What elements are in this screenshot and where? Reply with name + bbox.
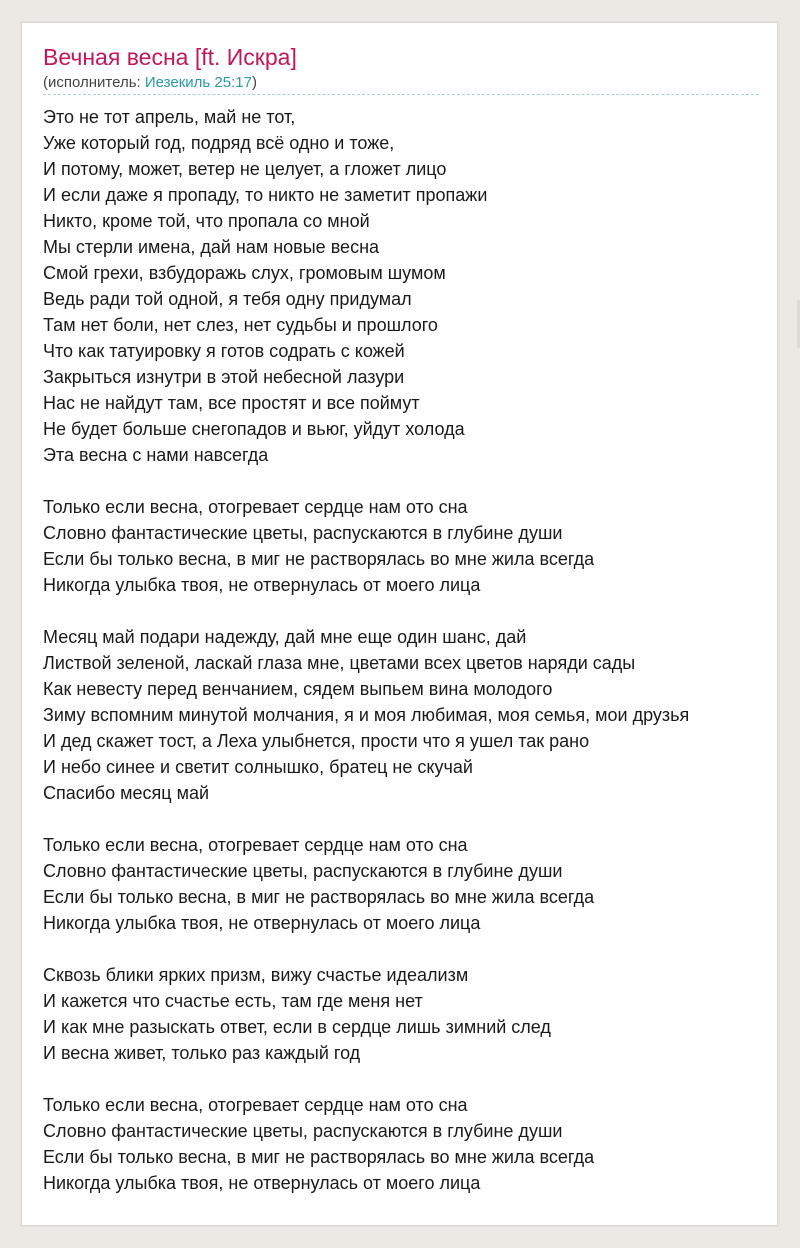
lyric-line: Листвой зеленой, ласкай глаза мне, цветами всех цветов наряди сады <box>43 653 636 673</box>
lyric-line: И небо синее и светит солнышко, братец не скучай <box>43 757 473 777</box>
lyric-line: Спасибо месяц май <box>43 783 210 803</box>
lyrics-stanza <box>43 104 773 468</box>
lyric-line: Словно фантастические цветы, распускаются в глубине души <box>43 861 563 881</box>
lyric-line: Только если весна, отогревает сердце нам ото сна <box>43 497 468 517</box>
lyric-line: И кажется что счастье есть, там где меня нет <box>43 991 423 1011</box>
title-divider <box>43 94 759 95</box>
lyrics-stanza <box>43 962 773 1066</box>
lyric-line: Ведь ради той одной, я тебя одну придумал <box>43 289 412 309</box>
lyric-line: Месяц май подари надежду, дай мне еще один шанс, дай <box>43 627 527 647</box>
lyric-line: И как мне разыскать ответ, если в сердце лишь зимний след <box>43 1017 551 1037</box>
lyric-line: Если бы только весна, в миг не растворялась во мне жила всегда <box>43 1147 595 1167</box>
lyric-line: Там нет боли, нет слез, нет судьбы и прошлого <box>43 315 438 335</box>
artist-suffix: ) <box>251 74 257 91</box>
lyric-line: Закрыться изнутри в этой небесной лазури <box>43 367 405 387</box>
lyrics-stanza <box>43 1092 773 1196</box>
lyric-line: Как невесту перед венчанием, сядем выпьем вина молодого <box>43 679 553 699</box>
lyrics-text <box>43 104 773 1222</box>
artist-link[interactable]: Иезекиль 25:17 <box>144 74 252 91</box>
lyrics-card <box>21 22 778 1226</box>
lyric-line: Зиму вспомним минутой молчания, я и моя любимая, моя семья, мои друзья <box>43 705 690 725</box>
artist-line <box>43 74 257 92</box>
lyric-line: Смой грехи, взбудоражь слух, громовым шумом <box>43 263 446 283</box>
lyric-line: Не будет больше снегопадов и вьюг, уйдут холода <box>43 419 465 439</box>
lyric-line: Что как татуировку я готов содрать с кожей <box>43 341 405 361</box>
lyrics-stanza <box>43 832 773 936</box>
lyrics-stanza <box>43 494 773 598</box>
lyric-line: Никогда улыбка твоя, не отвернулась от моего лица <box>43 575 481 595</box>
lyric-line: Только если весна, отогревает сердце нам ото сна <box>43 1095 468 1115</box>
lyric-line: И дед скажет тост, а Леха улыбнется, прости что я ушел так рано <box>43 731 590 751</box>
lyric-line: Если бы только весна, в миг не растворялась во мне жила всегда <box>43 549 595 569</box>
lyric-line: Никогда улыбка твоя, не отвернулась от моего лица <box>43 1173 481 1193</box>
lyric-line: Никогда улыбка твоя, не отвернулась от моего лица <box>43 913 481 933</box>
lyric-line: Уже который год, подряд всё одно и тоже, <box>43 133 395 153</box>
lyric-line: Если бы только весна, в миг не растворялась во мне жила всегда <box>43 887 595 907</box>
artist-prefix: (исполнитель: <box>43 74 145 91</box>
lyrics-stanza <box>43 624 773 806</box>
lyric-line: И потому, может, ветер не целует, а гложет лицо <box>43 159 447 179</box>
lyric-line: Словно фантастические цветы, распускаются в глубине души <box>43 1121 563 1141</box>
lyric-line: Словно фантастические цветы, распускаются в глубине души <box>43 523 563 543</box>
song-title: Вечная весна [ft. Искра] <box>43 44 297 70</box>
lyric-line: Это не тот апрель, май не тот, <box>43 107 296 127</box>
lyric-line: Эта весна с нами навсегда <box>43 445 269 465</box>
lyric-line: И весна живет, только раз каждый год <box>43 1043 361 1063</box>
lyric-line: Только если весна, отогревает сердце нам ото сна <box>43 835 468 855</box>
lyric-line: И если даже я пропаду, то никто не заметит пропажи <box>43 185 488 205</box>
lyric-line: Никто, кроме той, что пропала со мной <box>43 211 370 231</box>
lyric-line: Сквозь блики ярких призм, вижу счастье идеализм <box>43 965 469 985</box>
lyric-line: Нас не найдут там, все простят и все поймут <box>43 393 420 413</box>
lyric-line: Мы стерли имена, дай нам новые весна <box>43 237 380 257</box>
